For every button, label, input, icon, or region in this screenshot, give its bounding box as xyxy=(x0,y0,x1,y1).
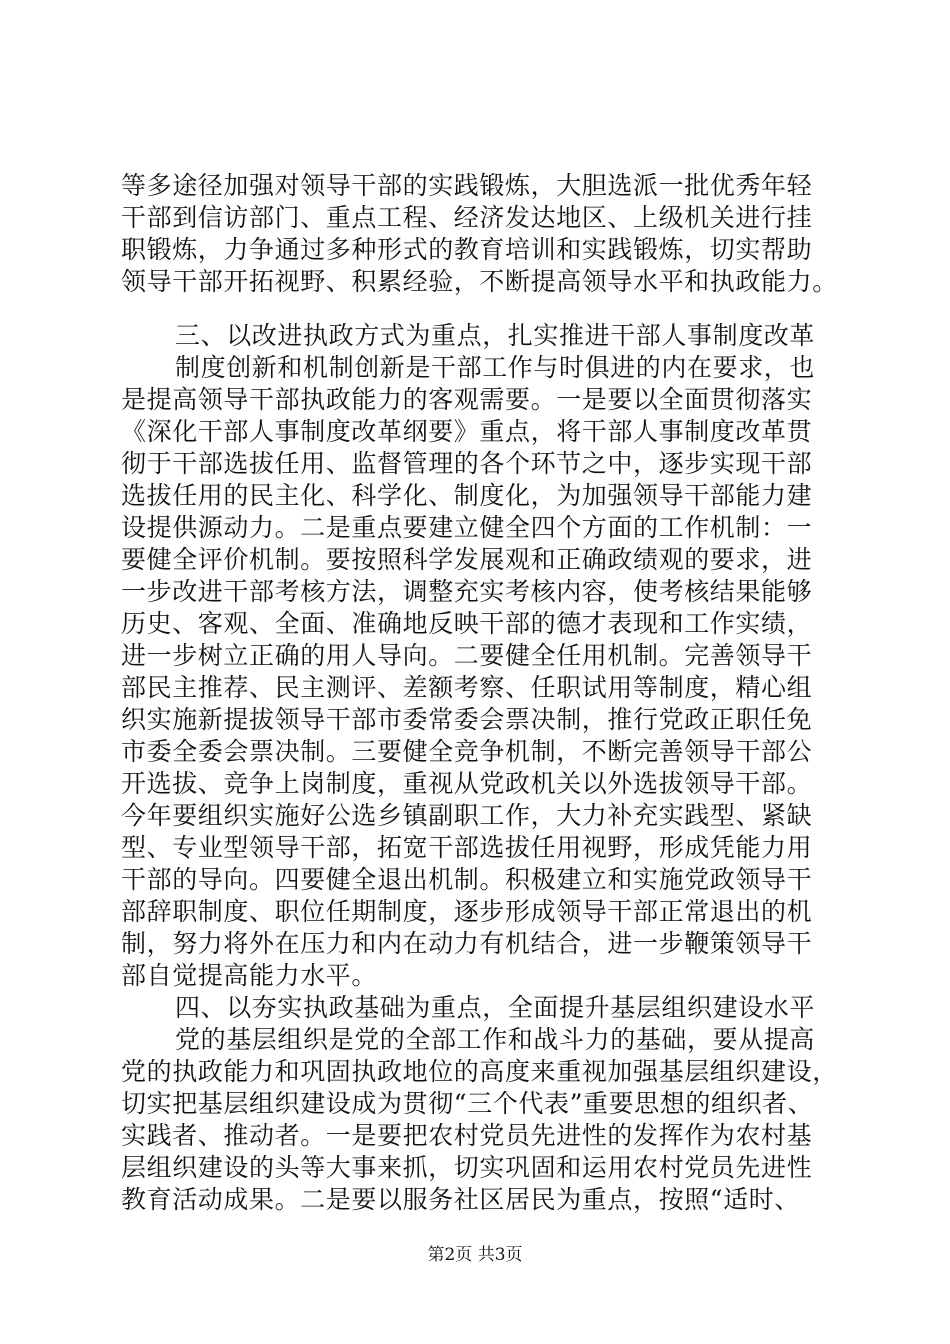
body-line: 制，努力将外在压力和内在动力有机结合，进一步鞭策领导干 xyxy=(121,929,813,958)
body-line: 市委全委会票决制。三要健全竞争机制，不断完善领导干部公 xyxy=(121,737,813,766)
body-line: 等多途径加强对领导干部的实践锻炼，大胆选派一批优秀年轻 xyxy=(121,171,813,200)
body-line: 要健全评价机制。要按照科学发展观和正确政绩观的要求，进 xyxy=(121,545,813,574)
body-line: 部自觉提高能力水平。 xyxy=(121,961,378,990)
section-4-heading: 四、以夯实执政基础为重点，全面提升基层组织建设水平 xyxy=(175,993,816,1022)
body-line: 型、专业型领导干部，拓宽干部选拔任用视野，形成凭能力用 xyxy=(121,833,813,862)
body-line: 一步改进干部考核方法，调整充实考核内容，使考核结果能够 xyxy=(121,577,813,606)
body-line: 层组织建设的头等大事来抓，切实巩固和运用农村党员先进性 xyxy=(121,1153,813,1182)
body-line: 进一步树立正确的用人导向。二要健全任用机制。完善领导干 xyxy=(121,641,813,670)
body-line: 是提高领导干部执政能力的客观需要。一是要以全面贯彻落实 xyxy=(121,385,813,414)
body-line: 部辞职制度、职位任期制度，逐步形成领导干部正常退出的机 xyxy=(121,897,813,926)
body-line: 制度创新和机制创新是干部工作与时俱进的内在要求，也 xyxy=(175,353,816,382)
body-line: 开选拔、竞争上岗制度，重视从党政机关以外选拔领导干部。 xyxy=(121,769,813,798)
body-line: 历史、客观、全面、准确地反映干部的德才表现和工作实绩， xyxy=(121,609,813,638)
body-line: 教育活动成果。二是要以服务社区居民为重点，按照“适时、 xyxy=(121,1185,800,1214)
body-line: 彻于干部选拔任用、监督管理的各个环节之中，逐步实现干部 xyxy=(121,449,813,478)
body-line: 党的执政能力和巩固执政地位的高度来重视加强基层组织建设， xyxy=(121,1057,838,1086)
body-line: 干部的导向。四要健全退出机制。积极建立和实施党政领导干 xyxy=(121,865,813,894)
body-line: 选拔任用的民主化、科学化、制度化，为加强领导干部能力建 xyxy=(121,481,813,510)
body-line: 干部到信访部门、重点工程、经济发达地区、上级机关进行挂 xyxy=(121,203,813,232)
body-line: 今年要组织实施好公选乡镇副职工作，大力补充实践型、紧缺 xyxy=(121,801,813,830)
body-line: 切实把基层组织建设成为贯彻“三个代表”重要思想的组织者、 xyxy=(121,1089,814,1118)
body-line: 领导干部开拓视野、积累经验，不断提高领导水平和执政能力。 xyxy=(121,267,838,296)
page-number-footer: 第2页 共3页 xyxy=(427,1245,523,1265)
paragraph-gap xyxy=(121,298,833,320)
document-body xyxy=(121,170,838,1216)
body-line: 实践者、推动者。一是要把农村党员先进性的发挥作为农村基 xyxy=(121,1121,813,1150)
section-3-heading: 三、以改进执政方式为重点，扎实推进干部人事制度改革 xyxy=(175,321,816,350)
body-line: 《深化干部人事制度改革纲要》重点，将干部人事制度改革贯 xyxy=(121,417,813,446)
body-line: 设提供源动力。二是重点要建立健全四个方面的工作机制：一 xyxy=(121,513,813,542)
body-line: 织实施新提拔领导干部市委常委会票决制，推行党政正职任免 xyxy=(121,705,813,734)
body-line: 党的基层组织是党的全部工作和战斗力的基础，要从提高 xyxy=(175,1025,816,1054)
body-line: 部民主推荐、民主测评、差额考察、任职试用等制度，精心组 xyxy=(121,673,813,702)
body-line: 职锻炼，力争通过多种形式的教育培训和实践锻炼，切实帮助 xyxy=(121,235,813,264)
